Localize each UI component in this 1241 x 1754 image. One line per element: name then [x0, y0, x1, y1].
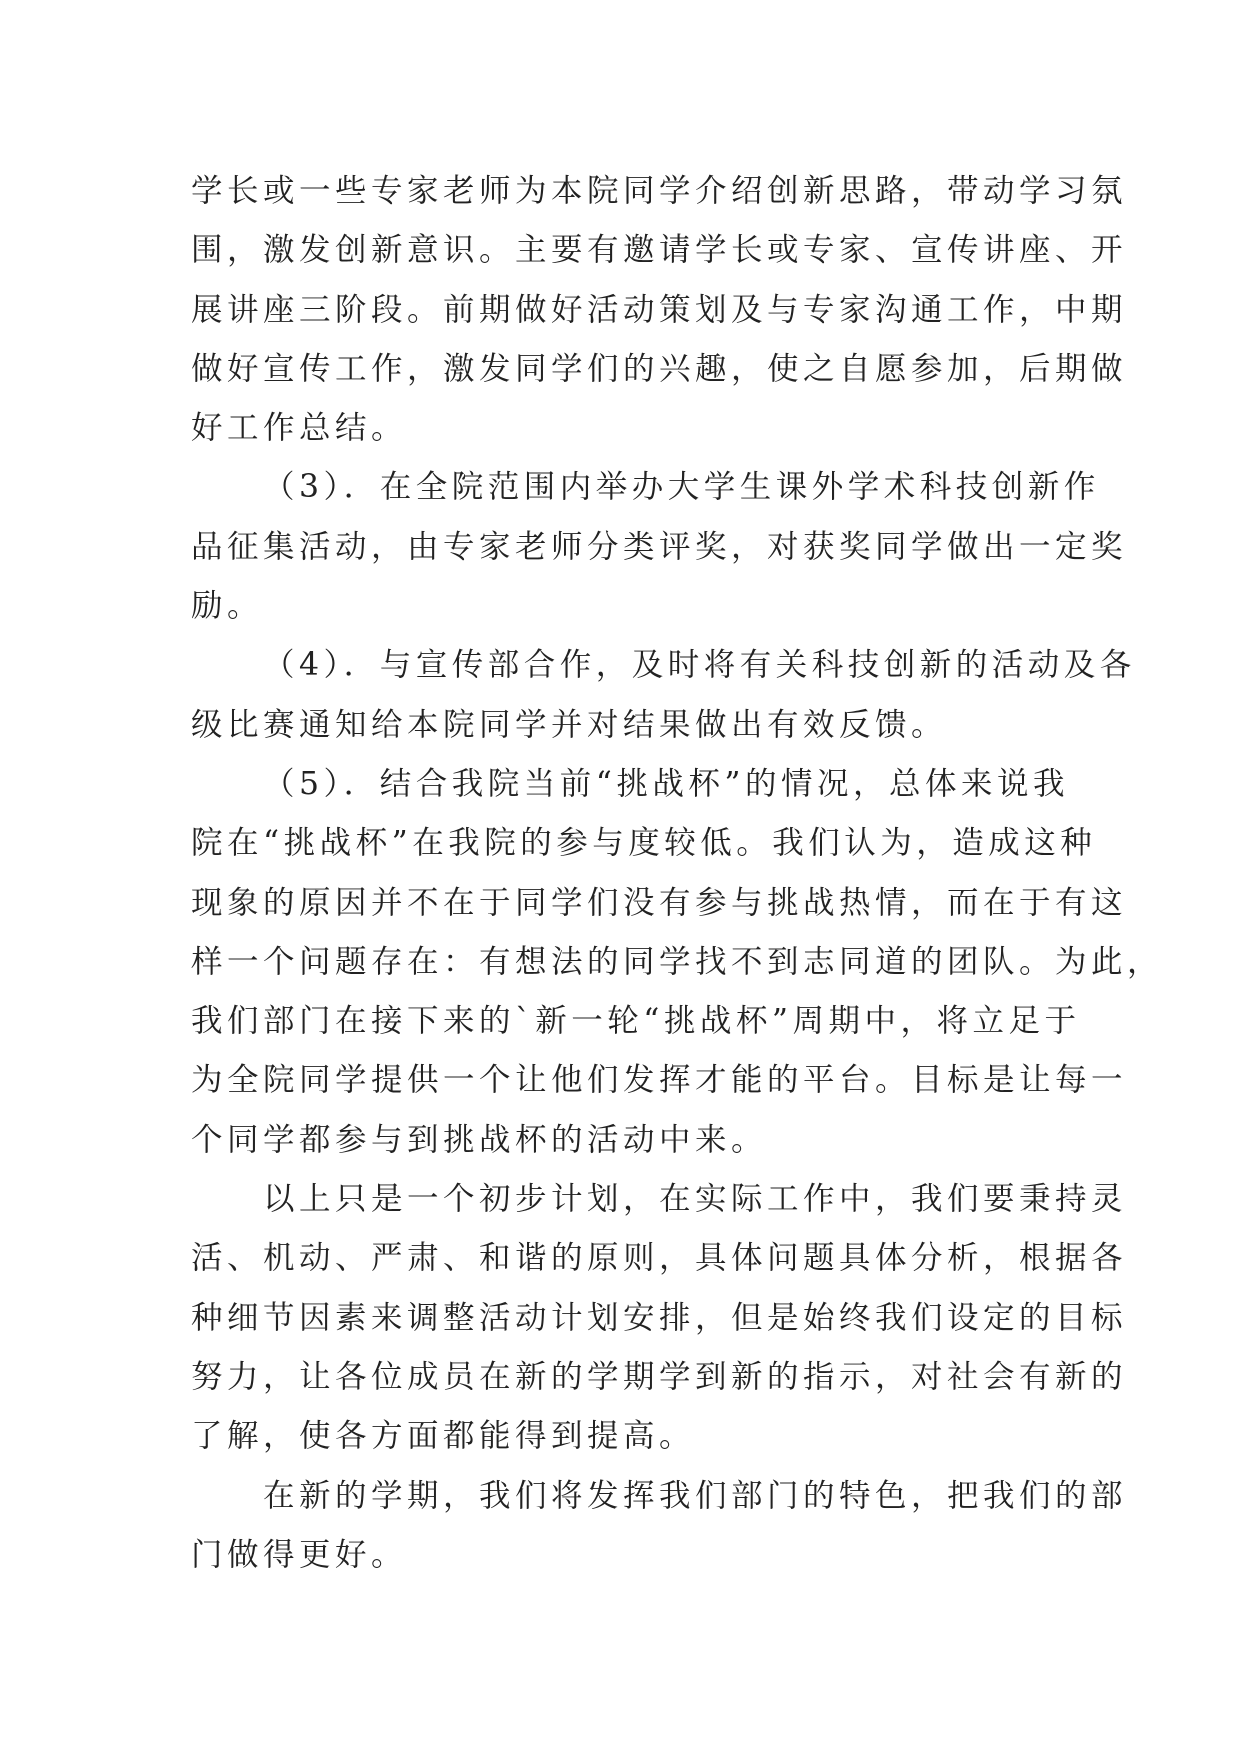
text-line: （5）．结合我院当前“挑战杯”的情况，总体来说我: [263, 765, 1070, 802]
text-line: 学长或一些专家老师为本院同学介绍创新思路，带动学习氛: [191, 173, 1128, 209]
text-line: 努力，让各位成员在新的学期学到新的指示，对社会有新的: [191, 1358, 1128, 1395]
paragraph-innovation-lectures: [191, 162, 1128, 458]
text-line: 励。: [191, 588, 264, 625]
text-line: 好工作总结。: [191, 410, 408, 447]
text-line: 以上只是一个初步计划，在实际工作中，我们要秉持灵: [263, 1181, 1128, 1218]
text-line: 个同学都参与到挑战杯的活动中来。: [191, 1121, 768, 1158]
text-line: 门做得更好。: [191, 1536, 408, 1573]
paragraph-plan-summary: [191, 1170, 1128, 1466]
text-line: 为全院同学提供一个让他们发挥才能的平台。目标是让每一: [191, 1062, 1128, 1099]
paragraph-closing: [191, 1467, 1128, 1586]
text-line: 样一个问题存在：有想法的同学找不到志同道的团队。为此，: [191, 943, 1164, 980]
text-line: 围，激发创新意识。主要有邀请学长或专家、宣传讲座、开: [191, 232, 1128, 269]
paragraph-item-3: [191, 458, 1128, 636]
text-line: 活、机动、严肃、和谐的原则，具体问题具体分析，根据各: [191, 1240, 1128, 1277]
text-line: 品征集活动，由专家老师分类评奖，对获奖同学做出一定奖: [191, 528, 1128, 565]
document-body: [191, 162, 1164, 1585]
text-line: 我们部门在接下来的`新一轮“挑战杯”周期中，将立足于: [191, 1003, 1081, 1040]
text-line: 在新的学期，我们将发挥我们部门的特色，把我们的部: [263, 1477, 1128, 1514]
text-line: 现象的原因并不在于同学们没有参与挑战热情，而在于有这: [191, 884, 1128, 921]
text-line: 种细节因素来调整活动计划安排，但是始终我们设定的目标: [191, 1299, 1128, 1336]
text-line: （4）．与宣传部合作，及时将有关科技创新的活动及各: [263, 647, 1136, 684]
paragraph-item-4: [191, 636, 1136, 755]
text-line: 做好宣传工作，激发同学们的兴趣，使之自愿参加，后期做: [191, 350, 1128, 387]
paragraph-item-5: [191, 755, 1164, 1170]
text-line: （3）．在全院范围内举办大学生课外学术科技创新作: [263, 469, 1100, 506]
text-line: 级比赛通知给本院同学并对结果做出有效反馈。: [191, 706, 948, 743]
text-line: 院在“挑战杯”在我院的参与度较低。我们认为，造成这种: [191, 825, 1097, 862]
text-line: 了解，使各方面都能得到提高。: [191, 1418, 696, 1455]
text-line: 展讲座三阶段。前期做好活动策划及与专家沟通工作，中期: [191, 291, 1128, 328]
